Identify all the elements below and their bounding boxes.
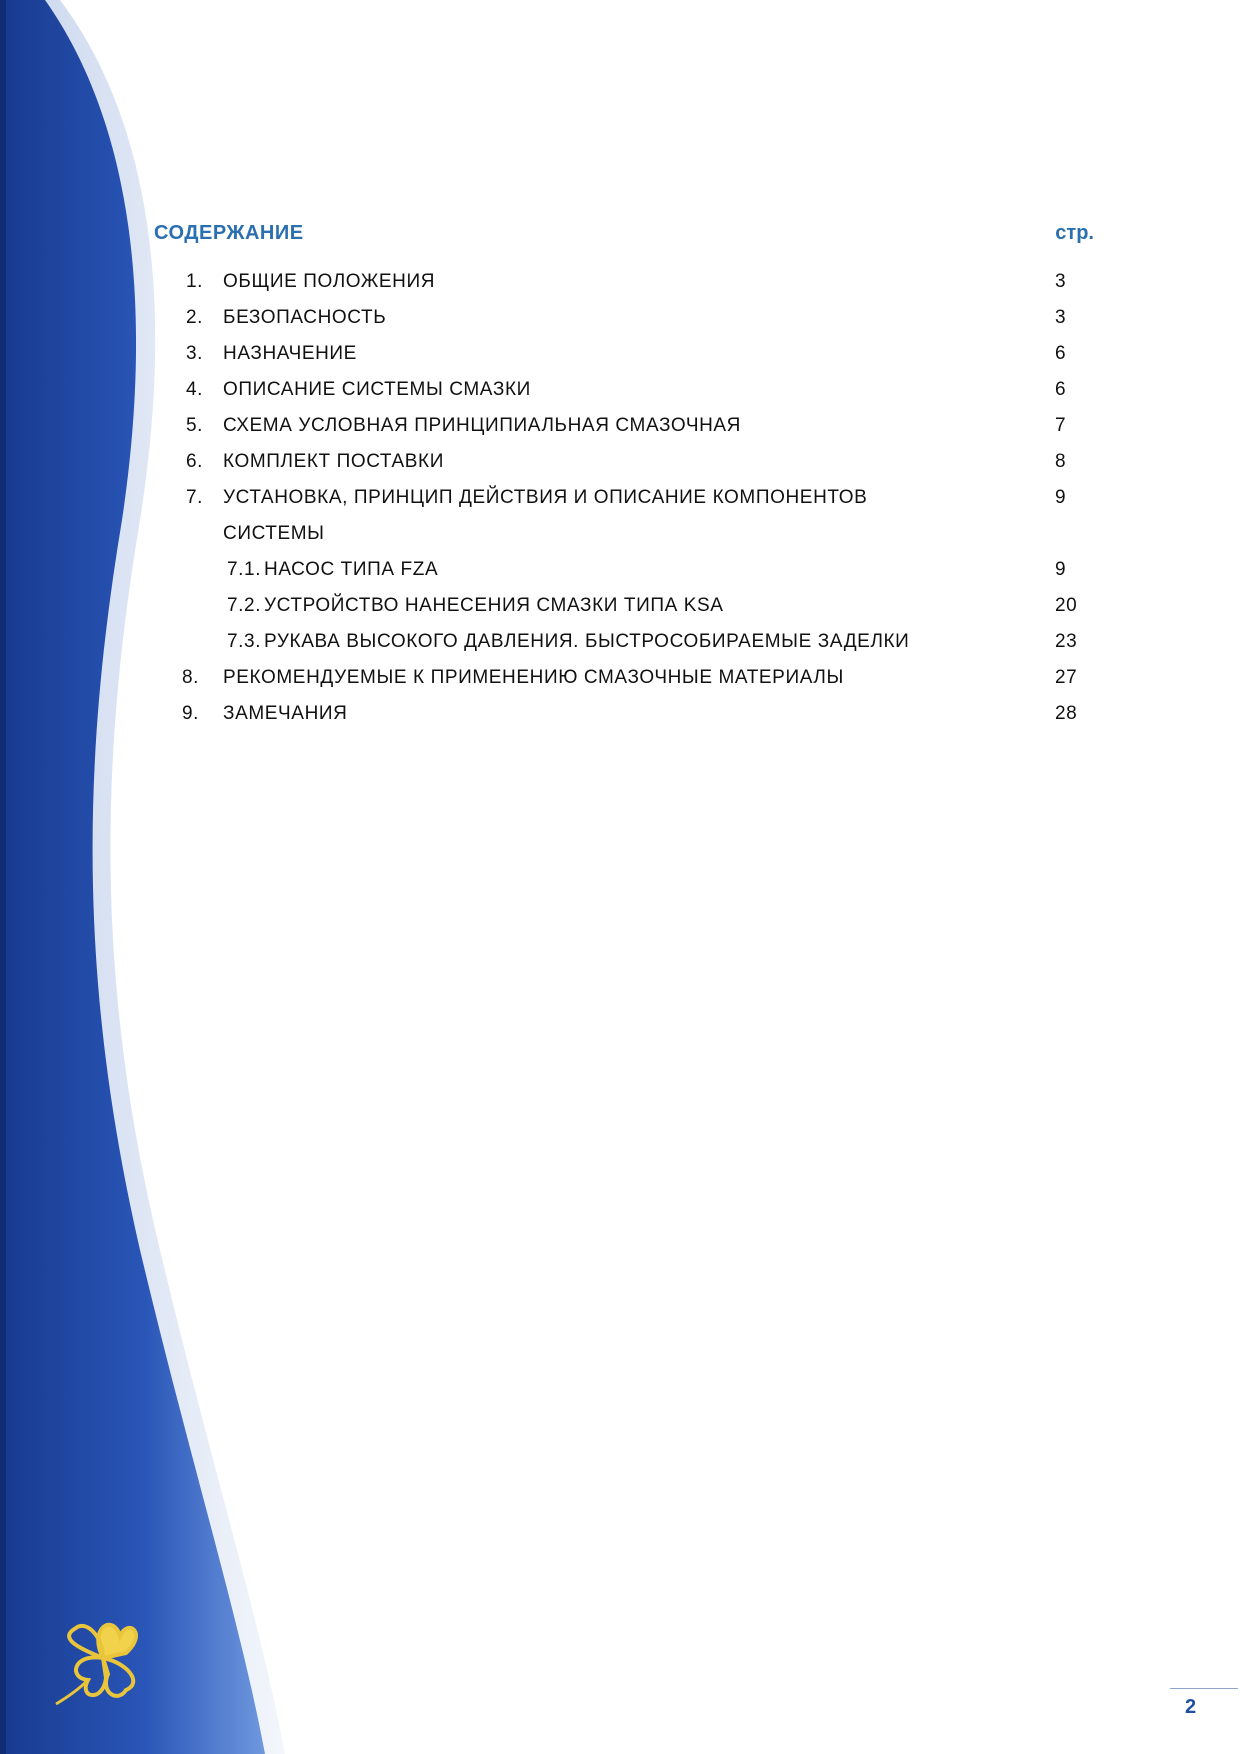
toc-title: СОДЕРЖАНИЕ — [154, 222, 304, 244]
toc-item-text: НАСОС ТИПА FZA — [264, 559, 439, 580]
toc-item-text: УСТАНОВКА, ПРИНЦИП ДЕЙСТВИЯ И ОПИСАНИЕ КОМПОНЕНТОВ — [223, 487, 868, 508]
toc-item-text: РЕКОМЕНДУЕМЫЕ К ПРИМЕНЕНИЮ СМАЗОЧНЫЕ МАТЕРИАЛЫ — [223, 667, 844, 688]
toc-item-page: 6 — [1055, 343, 1067, 364]
toc-item-page: 8 — [1055, 451, 1067, 472]
toc-item-number: 9. — [182, 703, 200, 724]
toc-item[interactable] — [182, 699, 1096, 729]
toc-item-text: НАЗНАЧЕНИЕ — [223, 343, 357, 364]
toc-item-number: 3. — [186, 343, 204, 364]
toc-item-page: 3 — [1055, 307, 1067, 328]
toc-item-number: 7. — [186, 487, 204, 508]
toc-item[interactable] — [186, 411, 1096, 441]
toc-header — [154, 222, 1094, 252]
toc-item[interactable] — [186, 375, 1096, 405]
toc-item-page: 3 — [1055, 271, 1067, 292]
toc-item-number: 1. — [186, 271, 204, 292]
toc-item-page: 9 — [1055, 559, 1067, 580]
toc-subitem[interactable] — [227, 591, 1096, 621]
toc-page-column-label: стр. — [1055, 222, 1094, 244]
toc-item-text: РУКАВА ВЫСОКОГО ДАВЛЕНИЯ. БЫСТРОСОБИРАЕМЫЕ ЗАДЕЛКИ — [264, 631, 910, 652]
toc-item-text: БЕЗОПАСНОСТЬ — [223, 307, 387, 328]
toc-item-page: 28 — [1055, 703, 1078, 724]
toc-item-text-continuation: СИСТЕМЫ — [223, 523, 325, 544]
toc-item-page: 6 — [1055, 379, 1067, 400]
page-number: 2 — [1185, 1696, 1197, 1718]
toc-item[interactable] — [182, 663, 1096, 693]
toc-item-text: ОБЩИЕ ПОЛОЖЕНИЯ — [223, 271, 436, 292]
toc-item[interactable] — [186, 483, 1096, 549]
toc-item-number: 2. — [186, 307, 204, 328]
footer-divider — [1170, 1688, 1238, 1689]
toc-item-page: 9 — [1055, 487, 1067, 508]
toc-subitem[interactable] — [227, 627, 1096, 657]
toc-item-number: 7.1. — [227, 559, 262, 580]
toc-item-text: КОМПЛЕКТ ПОСТАВКИ — [223, 451, 444, 472]
toc-item-number: 4. — [186, 379, 204, 400]
toc-item-number: 6. — [186, 451, 204, 472]
toc-item[interactable] — [186, 267, 1096, 297]
toc-item-page: 7 — [1055, 415, 1067, 436]
toc-item[interactable] — [186, 447, 1096, 477]
toc-item-text: УСТРОЙСТВО НАНЕСЕНИЯ СМАЗКИ ТИПА KSA — [264, 595, 724, 616]
clover-logo-icon — [48, 1608, 158, 1708]
toc-item-page: 20 — [1055, 595, 1078, 616]
toc-item-number: 5. — [186, 415, 204, 436]
toc-item-number: 7.3. — [227, 631, 262, 652]
toc-item-page: 27 — [1055, 667, 1078, 688]
wave-band — [0, 0, 265, 1754]
toc-item[interactable] — [186, 303, 1096, 333]
wave-edge — [0, 0, 6, 1754]
toc-item-number: 8. — [182, 667, 200, 688]
toc-item-page: 23 — [1055, 631, 1078, 652]
toc-item-text: СХЕМА УСЛОВНАЯ ПРИНЦИПИАЛЬНАЯ СМАЗОЧНАЯ — [223, 415, 742, 436]
toc-subitem[interactable] — [227, 555, 1096, 585]
toc-item-number: 7.2. — [227, 595, 262, 616]
toc-item-text: ЗАМЕЧАНИЯ — [223, 703, 348, 724]
toc-item-text: ОПИСАНИЕ СИСТЕМЫ СМАЗКИ — [223, 379, 531, 400]
toc-item[interactable] — [186, 339, 1096, 369]
